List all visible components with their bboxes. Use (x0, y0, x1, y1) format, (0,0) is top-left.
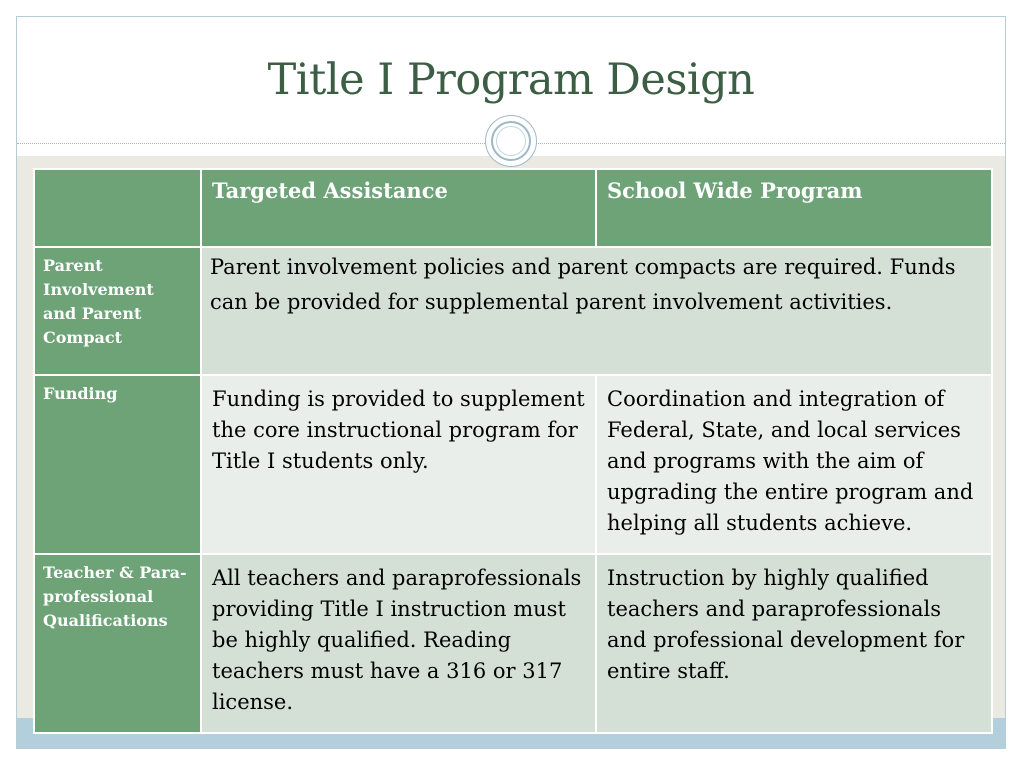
table-row-parent-involvement (34, 247, 992, 375)
program-design-table (33, 168, 993, 734)
header-targeted-assistance: Targeted Assistance (201, 169, 596, 247)
header-corner-cell (34, 169, 201, 247)
header-row (34, 169, 992, 247)
cell-parent-involvement-combined: Parent involvement policies and parent compacts are required. Funds can be provided for supplemental parent involvement activities. (201, 247, 992, 375)
circle-ornament-icon (485, 115, 537, 167)
row-label-funding: Funding (34, 375, 201, 554)
row-label-qualifications: Teacher & Para-professional Qualifications (34, 554, 201, 733)
header-school-wide-program: School Wide Program (596, 169, 992, 247)
cell-qualifications-targeted: All teachers and paraprofessionals providing Title I instruction must be highly qualified. Reading teachers must have a 316 or 317 license. (201, 554, 596, 733)
table-row-funding (34, 375, 992, 554)
cell-qualifications-schoolwide: Instruction by highly qualified teachers and paraprofessionals and professional development for entire staff. (596, 554, 992, 733)
cell-funding-targeted: Funding is provided to supplement the core instructional program for Title I students only. (201, 375, 596, 554)
cell-funding-schoolwide: Coordination and integration of Federal, State, and local services and programs with the aim of upgrading the entire program and helping all students achieve. (596, 375, 992, 554)
table-row-qualifications (34, 554, 992, 733)
slide-title: Title I Program Design (267, 55, 755, 105)
row-label-parent-involvement: Parent Involvement and Parent Compact (34, 247, 201, 375)
